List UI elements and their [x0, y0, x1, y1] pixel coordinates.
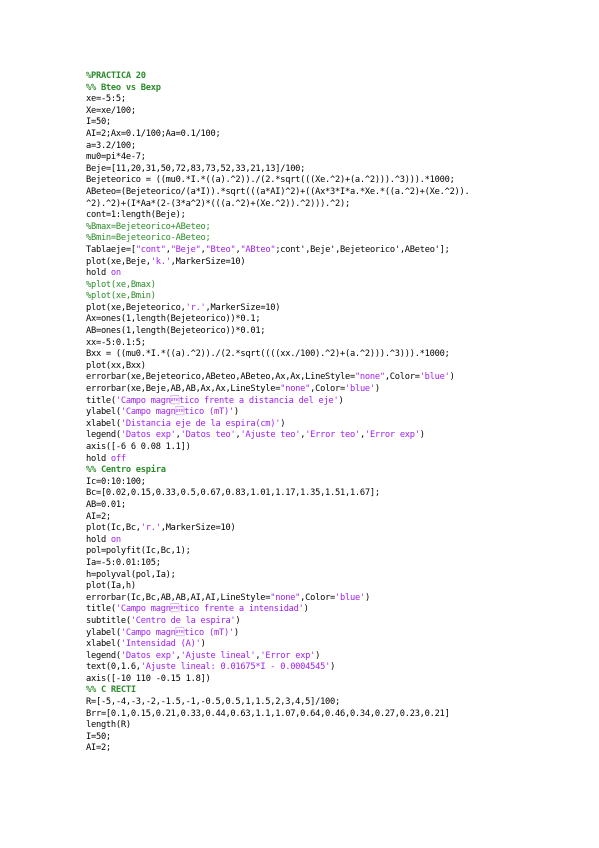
code-line [86, 570, 591, 582]
string-literal: 'blue' [419, 372, 450, 383]
code-line [86, 280, 591, 292]
code-text: ) [364, 592, 370, 603]
code-line [86, 314, 591, 326]
code-text: xlabel( [86, 418, 121, 429]
code-text: ) [330, 662, 336, 673]
keyword: on [110, 534, 121, 545]
code-line [86, 674, 591, 686]
string-literal: 'blue' [335, 592, 365, 603]
code-text: Bejeteorico = ((mu0.*I.*((a).^2))./(2.*sqrt(((Xe.^2)+(a.^2))).^3))).*1000; [86, 175, 455, 186]
string-literal: 'Campo magntico (mT)' [120, 627, 234, 638]
code-line [86, 268, 591, 280]
code-text: axis([-6 6 0.08 1.1]) [86, 442, 191, 452]
code-line [86, 500, 591, 512]
code-line [86, 442, 591, 454]
code-text: axis([-10 110 -0.15 1.8]) [86, 673, 211, 684]
code-line [86, 512, 591, 524]
code-line [86, 651, 591, 663]
code-text: hold [86, 453, 111, 464]
string-literal: 'Centro de la espira' [130, 615, 236, 626]
code-text: plot(xe,Bejeteorico, [86, 302, 186, 313]
code-line [86, 396, 591, 408]
string-literal: "none" [270, 592, 301, 603]
code-line [86, 743, 591, 755]
code-line [86, 291, 591, 303]
keyword: off [110, 453, 126, 464]
code-text: I=50; [86, 731, 111, 742]
code-text: errorbar(xe,Beje,AB,AB,Ax,Ax,LineStyle= [86, 384, 281, 395]
string-literal: 'Datos teo' [180, 430, 236, 441]
code-line [86, 732, 591, 744]
code-text: h=polyval(pol,Ia); [86, 569, 176, 580]
code-line [86, 210, 591, 222]
code-text: subtitle( [86, 615, 131, 626]
code-line [86, 628, 591, 640]
code-comment: %Bmin=Bejeteorico-ABeteo; [86, 233, 211, 244]
code-line [86, 245, 591, 257]
string-literal: "none" [280, 384, 311, 395]
string-literal: "none" [354, 372, 385, 383]
string-literal: 'Campo magntico (mT)' [120, 407, 234, 418]
code-text: ) [449, 372, 455, 383]
code-listing [86, 71, 591, 755]
code-line [86, 129, 591, 141]
code-comment: %plot(xe,Bmin) [86, 291, 156, 302]
string-literal: 'Ajuste lineal' [180, 650, 256, 661]
code-comment: %Bmax=Bejeteorico+ABeteo; [86, 221, 211, 232]
code-line [86, 407, 591, 419]
section-comment: %% Bteo vs Bexp [86, 82, 161, 93]
code-line [86, 523, 591, 535]
code-line [86, 685, 591, 697]
code-line [86, 94, 591, 106]
section-comment: %% C RECTI [86, 685, 136, 696]
code-comment: %plot(xe,Bmax) [86, 279, 156, 290]
code-text: , [200, 244, 206, 255]
code-text: AI=2; [86, 511, 111, 522]
code-text: plot(xe,Beje, [86, 256, 151, 267]
string-literal: 'Datos exp' [120, 430, 176, 441]
string-literal: "ABteo" [240, 244, 276, 255]
string-literal: 'Ajuste teo' [240, 430, 301, 441]
string-literal: 'Intensidad (A)' [120, 639, 201, 650]
code-text: ) [315, 650, 321, 661]
code-line [86, 199, 591, 211]
code-text: Brr=[0.1,0.15,0.21,0.33,0.44,0.63,1.1,1.07,0.64,0.46,0.34,0.27,0.23,0.21] [86, 708, 450, 719]
code-text: ;cont',Beje',Bejeteorico',ABeteo']; [275, 244, 450, 255]
code-line [86, 361, 591, 373]
code-text: ) [200, 639, 206, 650]
string-literal: 'Campo magntico frente a distancia del eje' [115, 395, 339, 406]
code-line [86, 71, 591, 83]
code-line [86, 546, 591, 558]
code-text: length(R) [86, 720, 131, 731]
code-text: ,Color= [310, 384, 345, 395]
code-line [86, 372, 591, 384]
code-text: Tablaeje=[ [86, 244, 136, 255]
code-text: Ic=0:10:100; [86, 476, 146, 487]
code-line [86, 233, 591, 245]
code-text: title( [86, 395, 116, 406]
code-line [86, 616, 591, 628]
code-line [86, 662, 591, 674]
code-text: hold [86, 534, 111, 545]
string-literal: 'r.' [185, 302, 206, 313]
code-text: mu0=pi*4e-7; [86, 152, 146, 163]
string-literal: "Bteo" [205, 244, 236, 255]
code-line [86, 303, 591, 315]
code-line [86, 117, 591, 129]
code-line [86, 326, 591, 338]
code-text: Xe=xe/100; [86, 105, 136, 116]
code-line [86, 384, 591, 396]
code-line [86, 152, 591, 164]
code-text: ,Color= [384, 372, 420, 383]
code-text: plot(Ic,Bc, [86, 523, 141, 534]
code-line [86, 338, 591, 350]
code-line [86, 164, 591, 176]
code-line [86, 465, 591, 477]
code-text: , [175, 650, 181, 661]
code-text: Bc=[0.02,0.15,0.33,0.5,0.67,0.83,1.01,1.17,1.35,1.51,1.67]; [86, 488, 380, 499]
code-text: ) [338, 395, 344, 406]
string-literal: 'Datos exp' [120, 650, 176, 661]
code-line [86, 141, 591, 153]
code-text: ylabel( [86, 627, 121, 638]
string-literal: 'Distancia eje de la espira(cm)' [120, 418, 281, 429]
code-text: AB=ones(1,length(Bejeteorico))*0.01; [86, 326, 266, 337]
section-comment: %PRACTICA 20 [86, 71, 146, 81]
code-text: Ax=ones(1,length(Bejeteorico))*0.1; [86, 314, 261, 325]
code-text: hold [86, 268, 111, 279]
code-line [86, 697, 591, 709]
code-text: AI=2; [86, 743, 111, 754]
code-line [86, 593, 591, 605]
code-line [86, 349, 591, 361]
string-literal: 'blue' [345, 384, 375, 395]
string-literal: "Beje" [170, 244, 201, 255]
code-text: ) [235, 615, 241, 626]
code-line [86, 175, 591, 187]
code-text: , [235, 430, 241, 441]
code-text: plot(xx,Bxx) [86, 360, 146, 371]
code-text: Beje=[11,20,31,50,72,83,73,52,33,21,13]/100; [86, 163, 306, 174]
code-line [86, 257, 591, 269]
code-text: ) [374, 384, 380, 395]
code-text: Ia=-5:0.01:105; [86, 557, 161, 568]
code-line [86, 604, 591, 616]
code-text: , [165, 244, 171, 255]
code-line [86, 535, 591, 547]
code-text: ) [303, 604, 309, 615]
string-literal: 'Campo magntico frente a intensidad' [115, 604, 304, 615]
code-line [86, 488, 591, 500]
string-literal: 'r.' [140, 523, 161, 534]
section-comment: %% Centro espira [86, 465, 166, 476]
string-literal: 'k.' [150, 256, 171, 267]
code-text: , [300, 430, 306, 441]
code-line [86, 709, 591, 721]
code-text: ,MarkerSize=10) [160, 523, 236, 534]
code-text: text(0,1.6, [86, 662, 141, 673]
code-text: xe=-5:5; [86, 94, 126, 105]
string-literal: 'Error exp' [364, 430, 420, 441]
code-text: cont=1:length(Beje); [86, 210, 186, 221]
code-text: legend( [86, 430, 121, 441]
code-text: ,MarkerSize=10) [205, 302, 281, 313]
code-text: AI=2;Ax=0.1/100;Aa=0.1/100; [86, 128, 221, 139]
code-text: xx=-5:0.1:5; [86, 337, 146, 348]
code-text: title( [86, 604, 116, 615]
code-text: ) [233, 407, 239, 418]
code-text: errorbar(Ic,Bc,AB,AB,AI,AI,LineStyle= [86, 592, 271, 603]
code-text: ) [233, 627, 239, 638]
code-text: legend( [86, 650, 121, 661]
keyword: on [110, 268, 121, 279]
code-line [86, 720, 591, 732]
code-text: ylabel( [86, 407, 121, 418]
string-literal: 'Error teo' [305, 430, 360, 441]
code-text: AB=0.01; [86, 499, 126, 510]
code-text: pol=polyfit(Ic,Bc,1); [86, 546, 191, 557]
code-text: , [235, 244, 241, 255]
code-text: errorbar(xe,Bejeteorico,ABeteo,ABeteo,Ax,Ax,LineStyle= [86, 372, 355, 383]
code-text: ) [419, 430, 425, 441]
string-literal: 'Error exp' [260, 650, 316, 661]
code-line [86, 639, 591, 651]
code-line [86, 187, 591, 199]
code-line [86, 83, 591, 95]
code-text: a=3.2/100; [86, 140, 136, 151]
code-text: , [359, 430, 365, 441]
string-literal: "cont" [135, 244, 166, 255]
code-line [86, 581, 591, 593]
code-text: , [175, 430, 181, 441]
code-text: Bxx = ((mu0.*I.*((a).^2))./(2.*sqrt((((xx./100).^2)+(a.^2))).^3))).*1000; [86, 349, 450, 360]
code-line [86, 477, 591, 489]
code-text: ,Color= [300, 592, 336, 603]
code-text: ) [280, 418, 286, 429]
code-line [86, 430, 591, 442]
code-text: xlabel( [86, 639, 121, 650]
string-literal: 'Ajuste lineal: 0.01675*I - 0.0004545' [140, 662, 331, 673]
code-text: , [255, 650, 261, 661]
code-text: R=[-5,-4,-3,-2,-1.5,-1,-0.5,0.5,1,1.5,2,3,4,5]/100; [86, 697, 340, 708]
code-line [86, 222, 591, 234]
code-text: ^2).^2)+(I*Aa*(2-(3*a^2)*(((a.^2)+(Xe.^2)).^2))).^2); [86, 198, 350, 209]
code-line [86, 454, 591, 466]
code-line [86, 419, 591, 431]
code-text: I=50; [86, 117, 111, 128]
code-text: ,MarkerSize=10) [170, 256, 246, 267]
code-text: ABeteo=(Bejeteorico/(a*I)).*sqrt(((a*AI)^2)+((Ax*3*I*a.*Xe.*((a.^2)+(Xe.^2)). [86, 186, 470, 197]
code-line [86, 106, 591, 118]
code-line [86, 558, 591, 570]
code-text: plot(Ia,h) [86, 581, 136, 592]
